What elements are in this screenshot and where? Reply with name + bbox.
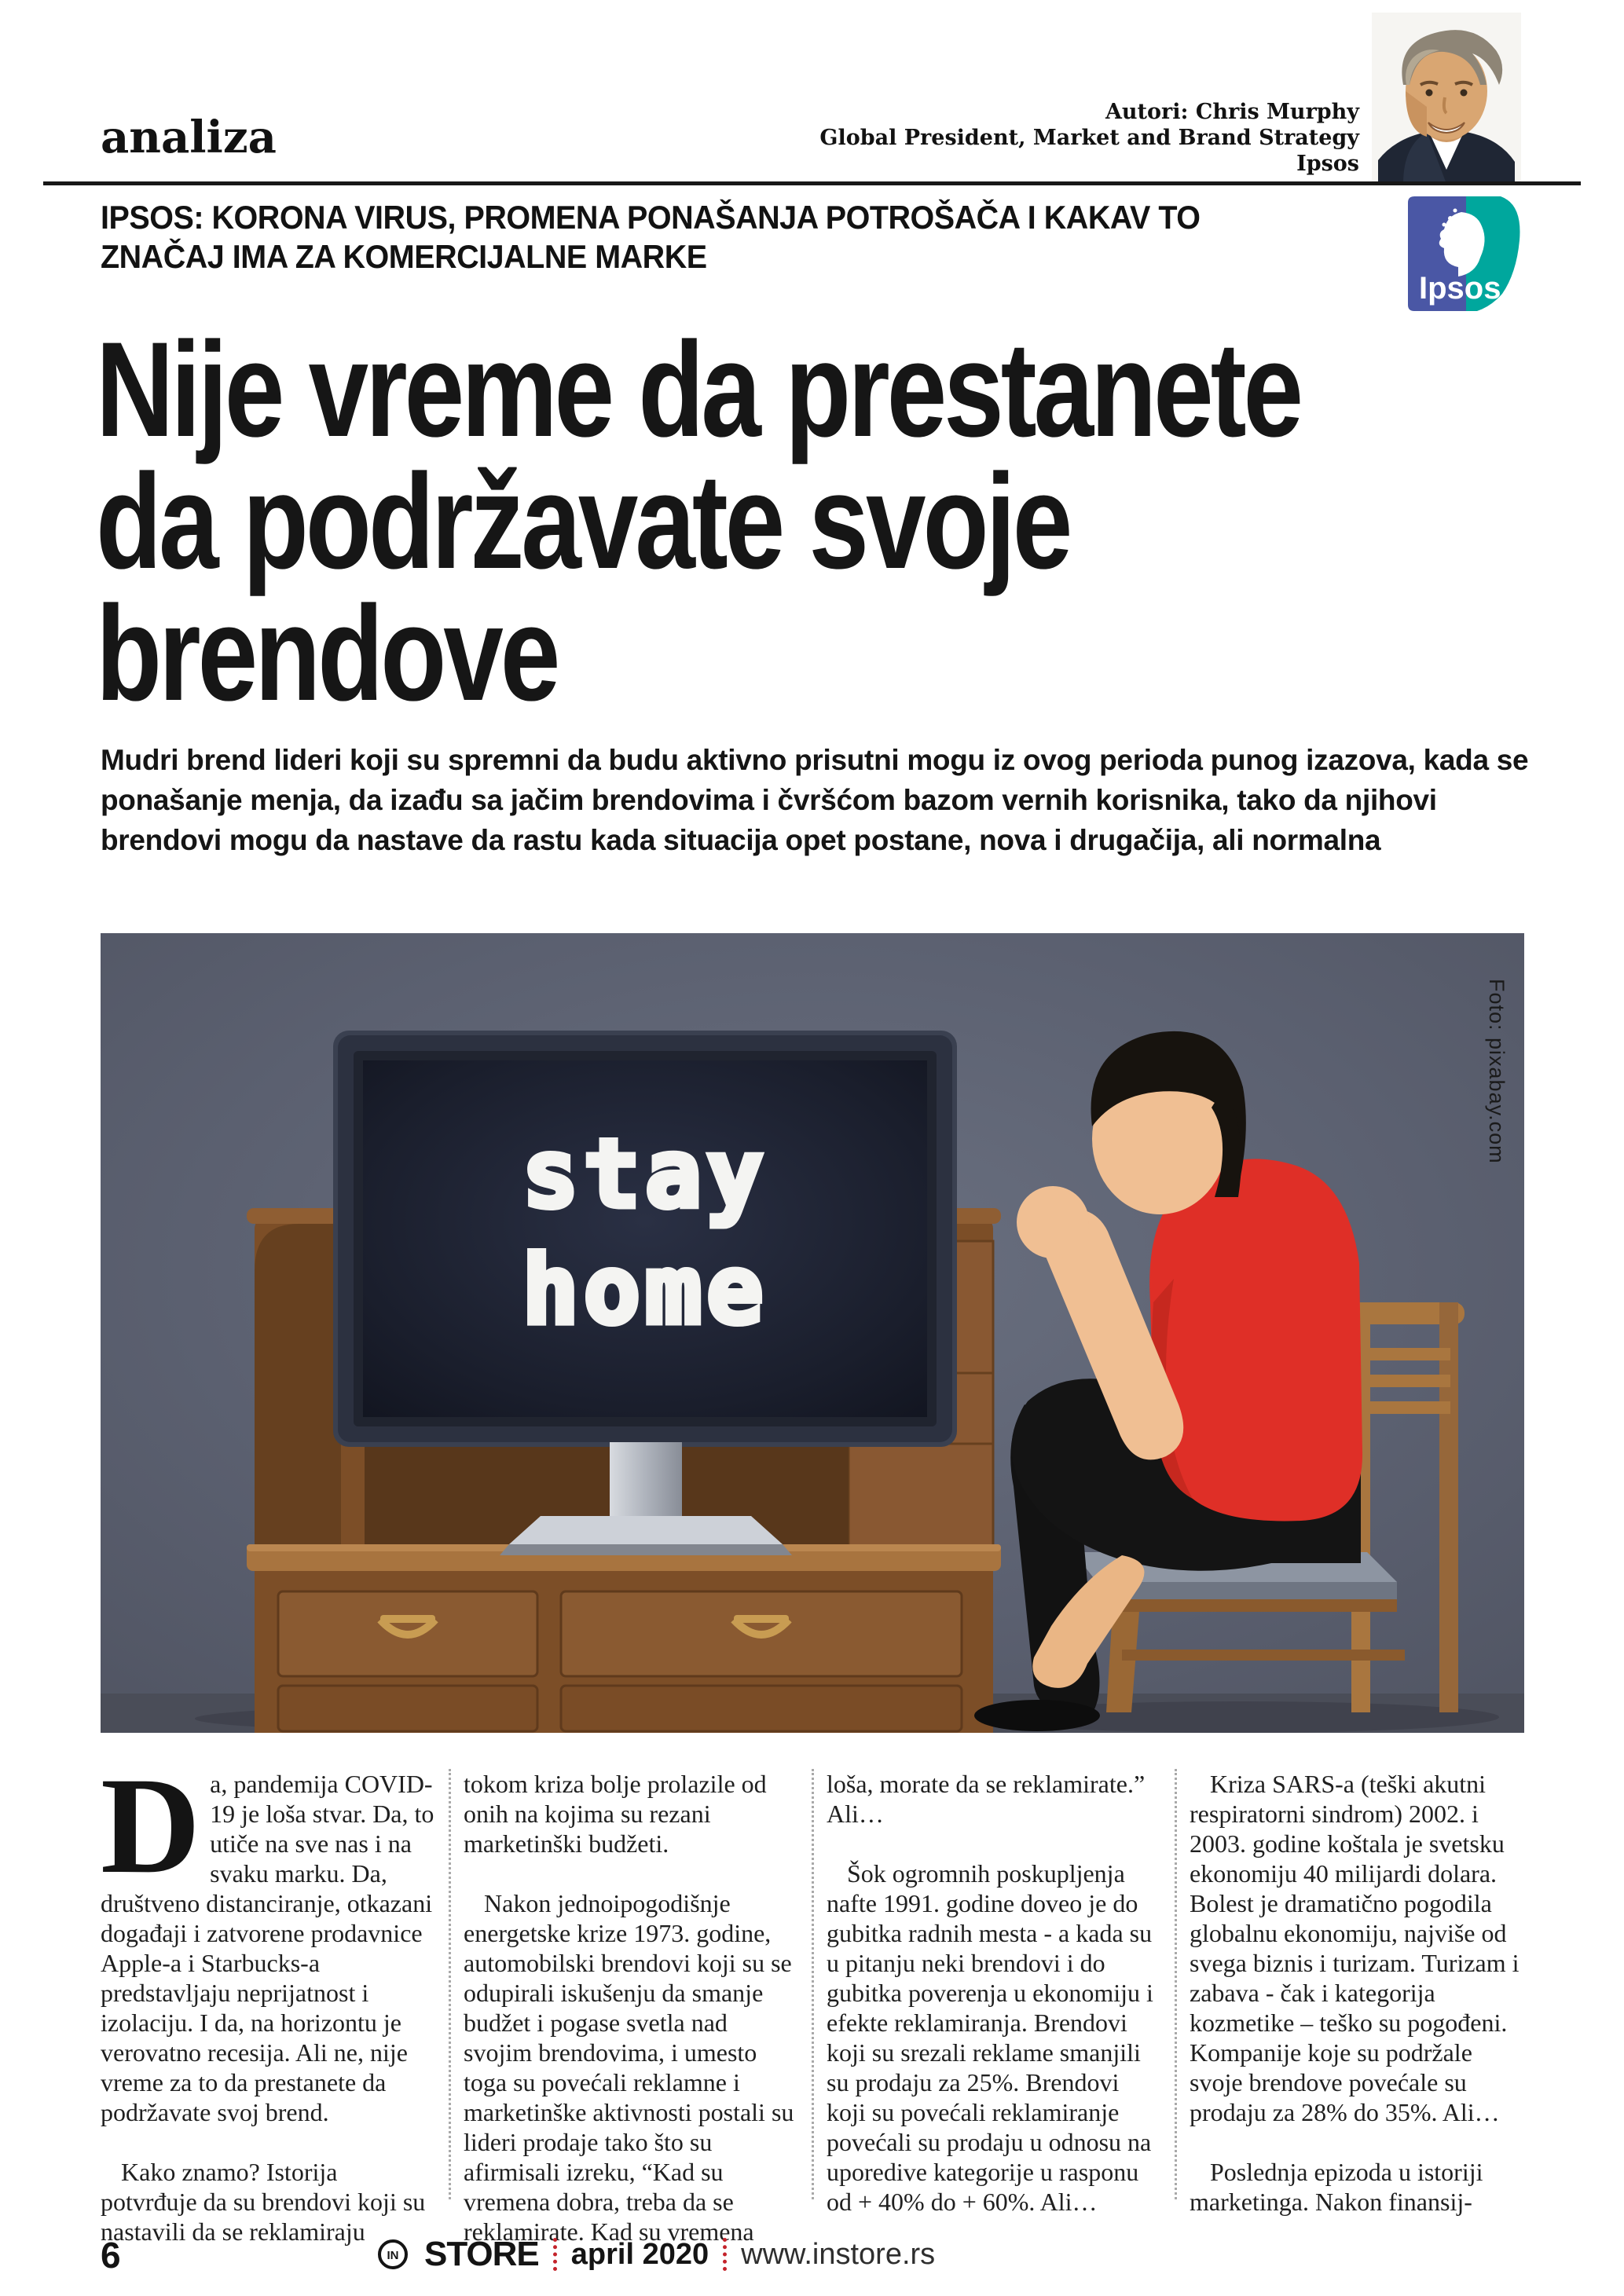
- store-logo-text: STORE: [424, 2235, 539, 2273]
- paragraph: Nakon jednoipogodišnje energetske krize 1973. godine, automobilski brendovi koji su se odupirali iskušenju da smanje budžet i pogase svetla nad svojim brendovima, i umesto toga su povećali reklamne i marketinške aktivnosti postali su lideri prodaje tako što su afirmisali izreku, “Kad su vremena dobra, treba da se reklamirate. Kad su vremena: [464, 1889, 794, 2246]
- author-photo: [1372, 13, 1521, 184]
- headline-line-3: brendove: [96, 578, 558, 729]
- paragraph: Da, pandemija COVID-19 je loša stvar. Da, to utiče na sve nas i na svaku marku. Da, društveno distanciranje, otkazani događaji i zatvorene prodavnice Apple-a i Starbucks-a predstavljaju neprijatnost i izolaciju. I da, na horizontu je verovatno recesija. Ali ne, nije vreme za to da prestanete da podržavate svoj brend.: [101, 1749, 434, 2126]
- person-shoe: [974, 1700, 1100, 1731]
- svg-text:IN: IN: [387, 2249, 399, 2262]
- paragraph: tokom kriza bolje prolazile od onih na kojima su rezani marketinški budžeti.: [464, 1770, 767, 1858]
- section-label: analiza: [101, 112, 277, 163]
- headline-line-2: da podržavate svoje: [96, 446, 1070, 597]
- person-torso: [1149, 1159, 1362, 1521]
- kicker-line-2: ZNAČAJ IMA ZA KOMERCIJALNE MARKE: [101, 238, 707, 275]
- page-footer: [101, 2231, 1526, 2281]
- headline-line-1: Nije vreme da prestanete: [96, 314, 1301, 465]
- author-block: [819, 99, 1359, 177]
- article-body: [101, 1749, 1526, 2247]
- screen-text-line-1: stay: [522, 1120, 768, 1229]
- header-rule: [43, 181, 1581, 185]
- column-divider: [812, 1769, 814, 2199]
- lead-paragraph: Mudri brend lideri koji su spremni da budu aktivno prisutni mogu iz ovog perioda punog izazova, kada se ponašanje menja, da izađu sa jačim brendovima i čvršćom bazom vernih korisnika, tako da njihovi brendovi mogu da nastave da rastu kada situacija opet postane, nova i drugačija, ali normalna: [101, 744, 1529, 856]
- photo-credit: Foto: pixabay.com: [1485, 979, 1509, 1164]
- paragraph: Kako znamo? Istorija potvrđuje da su brendovi koji su nastavili da se reklamiraju: [101, 2158, 426, 2246]
- footer-separator: [723, 2238, 727, 2271]
- page-number: 6: [101, 2235, 121, 2276]
- ipsos-logo: [1406, 195, 1523, 313]
- ipsos-logo-text: Ipsos: [1419, 271, 1501, 306]
- paragraph: Šok ogromnih poskupljenja nafte 1991. godine doveo je do gubitka radnih mesta - a kada su u pitanju neki brendovi i do gubitka poverenja u ekonomiju i efekte reklamiranja. Brendovi koji su srezali reklame smanjili su prodaju za 25%. Brendovi koji su povećali reklamiranje povećali su prodaju u odnosu na uporedive kategorije u rasponu od + 40% do + 60%. Ali…: [827, 1859, 1153, 2216]
- issue-date: april 2020: [570, 2237, 709, 2271]
- instore-logo-icon: [376, 2237, 410, 2272]
- drop-cap: D: [101, 1749, 201, 1902]
- article-column-4: [1190, 1769, 1525, 2247]
- kicker: [101, 198, 1201, 276]
- column-divider: [1175, 1769, 1177, 2199]
- article-column-1: [101, 1749, 436, 2247]
- screen-text-line-2: home: [522, 1236, 768, 1346]
- column-divider: [449, 1769, 451, 2199]
- paragraph: Poslednja epizoda u istoriji marketinga. Nakon finansij-: [1190, 2158, 1483, 2216]
- stay-home-illustration: [101, 933, 1524, 1733]
- article-column-3: [827, 1769, 1162, 2247]
- article-column-2: [464, 1769, 799, 2247]
- footer-brand: [376, 2231, 935, 2278]
- person-hand: [1017, 1186, 1089, 1258]
- website-url: www.instore.rs: [741, 2237, 936, 2271]
- kicker-line-1: IPSOS: KORONA VIRUS, PROMENA PONAŠANJA POTROŠAČA I KAKAV TO: [101, 199, 1201, 236]
- headline: [96, 314, 1301, 729]
- paragraph: loša, morate da se reklamirate.” Ali…: [827, 1770, 1146, 1828]
- author-name: Autori: Chris Murphy: [1105, 100, 1359, 124]
- paragraph: Kriza SARS-a (teški akutni respiratorni sindrom) 2002. i 2003. godine koštala je svetsku ekonomiju 40 milijardi dolara. Bolest je dramatično pogodila globalnu ekonomiju, najviše od svega biznis i turizam. Turizam i zabava - čak i kategorija kozmetike – teško su pogođeni. Kompanije koje su podržale svoje brendove povećale su prodaju za 28% do 35%. Ali…: [1190, 1770, 1520, 2126]
- footer-separator: [553, 2238, 557, 2271]
- author-company: Ipsos: [1296, 152, 1359, 176]
- author-title: Global President, Market and Brand Strategy: [819, 126, 1359, 150]
